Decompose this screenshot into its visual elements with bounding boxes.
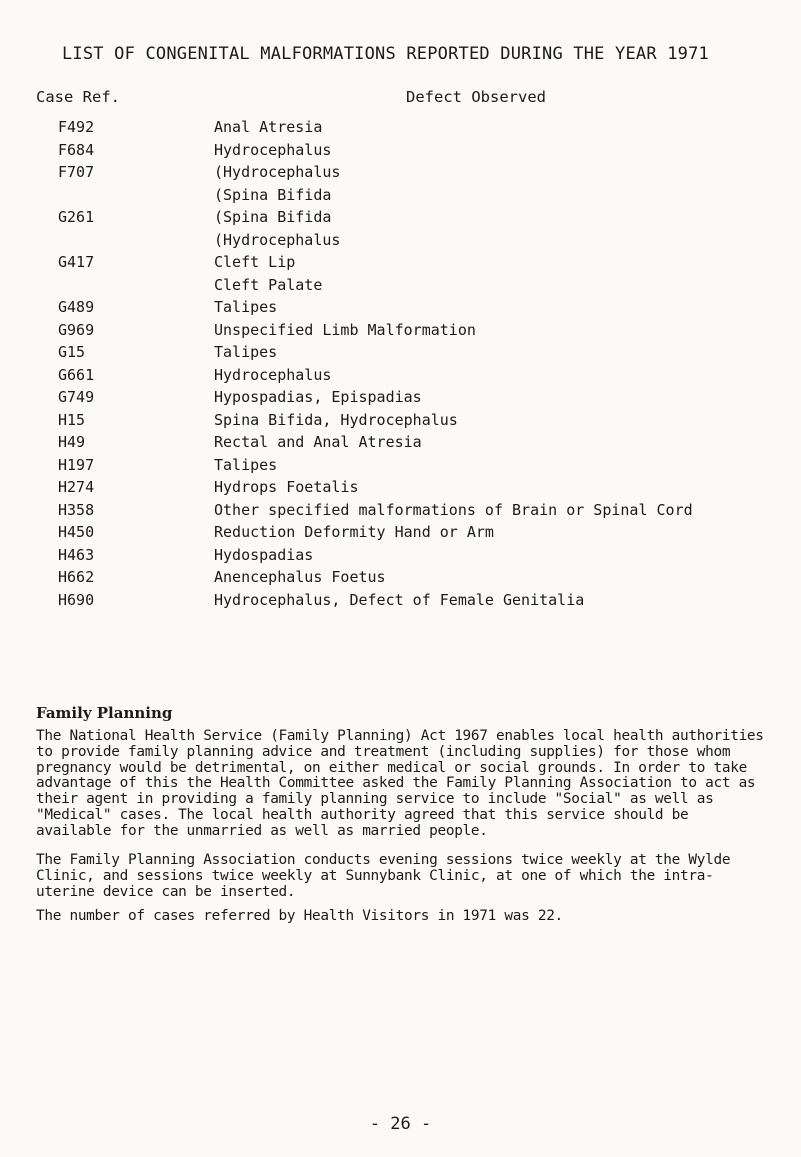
defect-observed: Cleft Palate: [214, 275, 323, 294]
table-row: [0, 276, 801, 299]
table-row: [0, 253, 801, 276]
table-row: [0, 568, 801, 591]
case-ref: H463: [58, 545, 95, 564]
table-row: [0, 478, 801, 501]
table-row: [0, 163, 801, 186]
table-row: [0, 298, 801, 321]
defect-observed: Hydospadias: [214, 545, 314, 564]
defect-observed: Hypospadias, Epispadias: [214, 388, 422, 406]
case-ref: F707: [58, 163, 95, 181]
case-ref: H450: [58, 523, 95, 541]
case-ref: G15: [58, 343, 86, 361]
defect-observed: (Spina Bifida: [214, 208, 332, 226]
defect-observed: Hydrocephalus: [214, 140, 332, 159]
case-ref: H662: [58, 568, 95, 586]
defect-observed: Talipes: [214, 455, 278, 474]
malformation-list: [0, 118, 801, 613]
defect-observed: Unspecified Limb Malformation: [214, 320, 476, 339]
defect-observed: Rectal and Anal Atresia: [214, 433, 422, 451]
case-ref: G749: [58, 388, 95, 406]
case-ref: G969: [58, 320, 95, 339]
table-row: [0, 321, 801, 344]
defect-observed: Talipes: [214, 298, 278, 316]
table-row: [0, 591, 801, 614]
table-row: [0, 141, 801, 164]
table-row: [0, 433, 801, 456]
case-ref: G489: [58, 298, 95, 316]
defect-observed: (Hydrocephalus: [214, 230, 341, 249]
table-row: [0, 118, 801, 141]
table-row: [0, 343, 801, 366]
defect-observed: Anencephalus Foetus: [214, 568, 386, 586]
paragraph-cases-referred: The number of cases referred by Health Visitors in 1971 was 22.: [36, 908, 563, 924]
table-row: [0, 388, 801, 411]
defect-observed: Reduction Deformity Hand or Arm: [214, 523, 494, 541]
defect-observed: Cleft Lip: [214, 253, 296, 271]
case-ref: H690: [58, 590, 95, 609]
section-heading-family-planning: Family Planning: [36, 704, 173, 722]
case-ref: H274: [58, 478, 95, 496]
paragraph-sessions: The Family Planning Association conducts evening sessions twice weekly at the Wylde Clinic, and sessions twice weekly at Sunnybank Clinic, at one of which the intra-uterine device can be inserted.: [36, 852, 731, 900]
table-row: [0, 208, 801, 231]
table-row: [0, 523, 801, 546]
defect-observed: (Hydrocephalus: [214, 163, 341, 181]
defect-observed: Anal Atresia: [214, 118, 323, 136]
column-header-case-ref: Case Ref.: [36, 88, 120, 106]
defect-observed: Hydrocephalus, Defect of Female Genitalia: [214, 590, 585, 609]
column-header-defect: Defect Observed: [406, 88, 546, 106]
case-ref: H15: [58, 410, 86, 429]
case-ref: G261: [58, 208, 95, 226]
table-row: [0, 366, 801, 389]
defect-observed: Hydrocephalus: [214, 365, 332, 384]
case-ref: F684: [58, 140, 95, 159]
table-row: [0, 411, 801, 434]
table-row: [0, 231, 801, 254]
defect-observed: Hydrops Foetalis: [214, 478, 359, 496]
case-ref: H49: [58, 433, 86, 451]
paragraph-act: The National Health Service (Family Planning) Act 1967 enables local health authorities to provide family planning advice and treatment (including supplies) for those whom pregnancy would be detrimental, on either medical or social grounds. In order to take advantage of this the Health Committee asked the Family Planning Association to act as their agent in providing a family planning service to include "Social" as well as "Medical" cases. The local health authority agreed that this service should be available for the unmarried as well as married people.: [36, 728, 764, 839]
page-title: LIST OF CONGENITAL MALFORMATIONS REPORTED DURING THE YEAR 1971: [62, 44, 709, 64]
table-row: [0, 456, 801, 479]
defect-observed: Spina Bifida, Hydrocephalus: [214, 410, 458, 429]
defect-observed: (Spina Bifida: [214, 185, 332, 204]
table-row: [0, 501, 801, 524]
case-ref: F492: [58, 118, 95, 136]
case-ref: H358: [58, 500, 95, 519]
defect-observed: Talipes: [214, 343, 278, 361]
page-number: - 26 -: [369, 1114, 432, 1134]
case-ref: G661: [58, 365, 95, 384]
case-ref: G417: [58, 253, 95, 271]
table-row: [0, 546, 801, 569]
defect-observed: Other specified malformations of Brain or Spinal Cord: [214, 500, 693, 519]
case-ref: H197: [58, 455, 95, 474]
table-row: [0, 186, 801, 209]
